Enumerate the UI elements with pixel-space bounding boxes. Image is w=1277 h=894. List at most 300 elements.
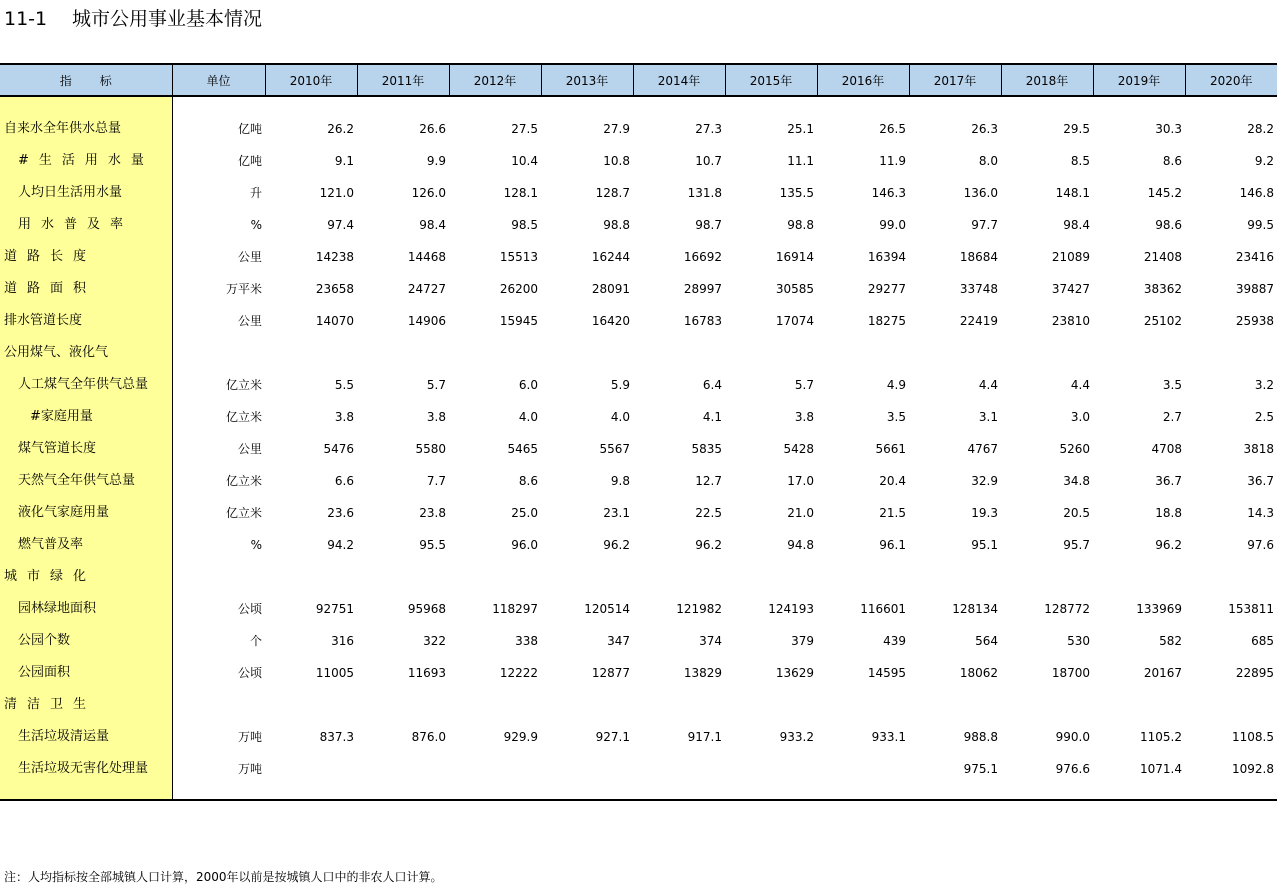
row-value-cell bbox=[633, 337, 725, 369]
row-unit: 亿立米 bbox=[172, 401, 265, 433]
row-value-cell: 26200 bbox=[499, 282, 538, 296]
row-value-cell bbox=[633, 753, 725, 785]
row-value-cell: 14238 bbox=[315, 250, 354, 264]
row-value-cell bbox=[817, 753, 909, 785]
row-value-cell: 36.7 bbox=[1247, 474, 1274, 488]
row-value-cell bbox=[541, 753, 633, 785]
table-row bbox=[0, 497, 1277, 529]
row-value-cell: 18684 bbox=[959, 250, 998, 264]
table-row bbox=[0, 145, 1277, 177]
table-row bbox=[0, 113, 1277, 145]
row-value-cell: 153811 bbox=[1228, 602, 1274, 616]
row-value-cell: 96.1 bbox=[879, 538, 906, 552]
table-row bbox=[0, 433, 1277, 465]
row-value-cell: 4.0 bbox=[610, 410, 630, 424]
row-value-cell: 95.5 bbox=[419, 538, 446, 552]
row-value-cell: 22.5 bbox=[695, 506, 722, 520]
row-value-cell: 16692 bbox=[683, 250, 722, 264]
table-row bbox=[0, 369, 1277, 401]
row-value-cell bbox=[633, 561, 725, 593]
row-value-cell: 25938 bbox=[1235, 314, 1274, 328]
row-indicator-label: 城市绿化 bbox=[0, 561, 172, 593]
row-value-cell bbox=[357, 337, 449, 369]
row-value-cell: 128772 bbox=[1044, 602, 1090, 616]
row-value-cell: 10.8 bbox=[603, 154, 630, 168]
row-value-cell: 988.8 bbox=[963, 730, 998, 744]
row-value-cell: 99.5 bbox=[1247, 218, 1274, 232]
header-indicator: 指标 bbox=[0, 64, 172, 96]
table-code: 11-1 bbox=[4, 8, 48, 30]
row-unit: 万吨 bbox=[172, 721, 265, 753]
table-row bbox=[0, 657, 1277, 689]
row-value-cell: 118297 bbox=[492, 602, 538, 616]
row-indicator-label: 排水管道长度 bbox=[0, 305, 172, 337]
row-value-cell: 4.0 bbox=[518, 410, 538, 424]
row-value-cell bbox=[357, 689, 449, 721]
row-value-cell: 2.5 bbox=[1254, 410, 1274, 424]
row-indicator-label: 公园面积 bbox=[0, 657, 172, 689]
row-value-cell: 3.8 bbox=[794, 410, 814, 424]
table-row bbox=[0, 561, 1277, 593]
row-value-cell: 98.6 bbox=[1155, 218, 1182, 232]
row-value-cell bbox=[1185, 561, 1277, 593]
row-value-cell: 338 bbox=[515, 634, 538, 648]
row-value-cell: 5.7 bbox=[794, 378, 814, 392]
row-indicator-label: 生活垃圾清运量 bbox=[0, 721, 172, 753]
row-value-cell: 3.8 bbox=[334, 410, 354, 424]
row-value-cell: 13629 bbox=[775, 666, 814, 680]
row-value-cell: 26.3 bbox=[971, 122, 998, 136]
row-indicator-label: #生活用水量 bbox=[0, 145, 172, 177]
row-value-cell: 146.8 bbox=[1239, 186, 1274, 200]
row-value-cell: 95.7 bbox=[1063, 538, 1090, 552]
row-value-cell bbox=[725, 561, 817, 593]
row-value-cell: 121982 bbox=[676, 602, 722, 616]
row-value-cell: 9.8 bbox=[610, 474, 630, 488]
row-value-cell: 6.6 bbox=[334, 474, 354, 488]
row-value-cell: 20.5 bbox=[1063, 506, 1090, 520]
row-value-cell: 6.0 bbox=[518, 378, 538, 392]
row-value-cell: 94.2 bbox=[327, 538, 354, 552]
row-value-cell: 98.8 bbox=[603, 218, 630, 232]
row-value-cell: 4.1 bbox=[702, 410, 722, 424]
row-value-cell: 17074 bbox=[775, 314, 814, 328]
row-value-cell: 1108.5 bbox=[1232, 730, 1274, 744]
row-value-cell bbox=[541, 561, 633, 593]
row-value-cell: 4.4 bbox=[1070, 378, 1090, 392]
row-value-cell: 21089 bbox=[1051, 250, 1090, 264]
row-value-cell: 837.3 bbox=[319, 730, 354, 744]
row-value-cell: 21.5 bbox=[879, 506, 906, 520]
header-year: 2020年 bbox=[1185, 64, 1277, 96]
row-indicator-label: 液化气家庭用量 bbox=[0, 497, 172, 529]
row-value-cell: 3.0 bbox=[1070, 410, 1090, 424]
row-value-cell: 439 bbox=[883, 634, 906, 648]
row-value-cell: 28.2 bbox=[1247, 122, 1274, 136]
header-year: 2016年 bbox=[817, 64, 909, 96]
header-year: 2017年 bbox=[909, 64, 1001, 96]
row-value-cell bbox=[265, 337, 357, 369]
table-row bbox=[0, 721, 1277, 753]
row-value-cell bbox=[265, 689, 357, 721]
row-value-cell: 23.1 bbox=[603, 506, 630, 520]
row-value-cell: 876.0 bbox=[411, 730, 446, 744]
row-unit: 亿立米 bbox=[172, 497, 265, 529]
row-value-cell: 13829 bbox=[683, 666, 722, 680]
row-value-cell: 25.1 bbox=[787, 122, 814, 136]
row-value-cell: 14595 bbox=[867, 666, 906, 680]
table-row bbox=[0, 305, 1277, 337]
table-body bbox=[0, 96, 1277, 800]
row-value-cell: 17.0 bbox=[787, 474, 814, 488]
row-value-cell: 121.0 bbox=[319, 186, 354, 200]
row-unit: 公顷 bbox=[172, 593, 265, 625]
row-value-cell: 12877 bbox=[591, 666, 630, 680]
row-value-cell: 11.9 bbox=[879, 154, 906, 168]
row-indicator-label: 园林绿地面积 bbox=[0, 593, 172, 625]
row-value-cell: 20.4 bbox=[879, 474, 906, 488]
data-table bbox=[0, 63, 1277, 801]
table-title: 城市公用事业基本情况 bbox=[72, 8, 263, 30]
row-unit: 万平米 bbox=[172, 273, 265, 305]
row-value-cell: 23.8 bbox=[419, 506, 446, 520]
row-value-cell: 3.2 bbox=[1254, 378, 1274, 392]
table-row bbox=[0, 177, 1277, 209]
row-value-cell: 97.4 bbox=[327, 218, 354, 232]
row-value-cell: 22419 bbox=[959, 314, 998, 328]
row-value-cell: 98.7 bbox=[695, 218, 722, 232]
row-value-cell: 30.3 bbox=[1155, 122, 1182, 136]
row-value-cell: 976.6 bbox=[1055, 762, 1090, 776]
row-value-cell: 347 bbox=[607, 634, 630, 648]
row-value-cell bbox=[1093, 337, 1185, 369]
row-unit: % bbox=[172, 209, 265, 241]
row-value-cell: 8.6 bbox=[1162, 154, 1182, 168]
row-value-cell: 3818 bbox=[1243, 442, 1274, 456]
row-value-cell bbox=[909, 561, 1001, 593]
row-value-cell: 933.1 bbox=[871, 730, 906, 744]
table-row bbox=[0, 209, 1277, 241]
row-value-cell: 20167 bbox=[1143, 666, 1182, 680]
row-value-cell: 27.9 bbox=[603, 122, 630, 136]
row-unit: 亿立米 bbox=[172, 465, 265, 497]
row-value-cell bbox=[1001, 561, 1093, 593]
row-value-cell bbox=[817, 337, 909, 369]
row-indicator-label: 用水普及率 bbox=[0, 209, 172, 241]
row-value-cell: 99.0 bbox=[879, 218, 906, 232]
row-value-cell: 11005 bbox=[315, 666, 354, 680]
header-year: 2015年 bbox=[725, 64, 817, 96]
row-value-cell bbox=[357, 561, 449, 593]
row-value-cell: 116601 bbox=[860, 602, 906, 616]
table-row bbox=[0, 529, 1277, 561]
row-value-cell: 30585 bbox=[775, 282, 814, 296]
row-value-cell: 15513 bbox=[499, 250, 538, 264]
row-value-cell: 25102 bbox=[1143, 314, 1182, 328]
row-unit: 万吨 bbox=[172, 753, 265, 785]
row-value-cell bbox=[265, 753, 357, 785]
row-value-cell: 1092.8 bbox=[1232, 762, 1274, 776]
row-indicator-label: 煤气管道长度 bbox=[0, 433, 172, 465]
row-value-cell: 26.2 bbox=[327, 122, 354, 136]
row-value-cell: 21.0 bbox=[787, 506, 814, 520]
row-value-cell: 128134 bbox=[952, 602, 998, 616]
row-value-cell: 5476 bbox=[323, 442, 354, 456]
row-value-cell: 39887 bbox=[1235, 282, 1274, 296]
row-indicator-label: 道路面积 bbox=[0, 273, 172, 305]
row-value-cell: 36.7 bbox=[1155, 474, 1182, 488]
row-value-cell: 16244 bbox=[591, 250, 630, 264]
row-value-cell: 96.0 bbox=[511, 538, 538, 552]
row-value-cell: 136.0 bbox=[963, 186, 998, 200]
row-value-cell bbox=[449, 561, 541, 593]
row-unit: 公里 bbox=[172, 305, 265, 337]
row-value-cell: 4.9 bbox=[886, 378, 906, 392]
row-value-cell: 929.9 bbox=[503, 730, 538, 744]
header-year: 2014年 bbox=[633, 64, 725, 96]
row-value-cell: 2.7 bbox=[1162, 410, 1182, 424]
row-value-cell: 3.8 bbox=[426, 410, 446, 424]
row-value-cell bbox=[265, 561, 357, 593]
row-value-cell: 22895 bbox=[1235, 666, 1274, 680]
row-value-cell: 11.1 bbox=[787, 154, 814, 168]
row-value-cell: 16914 bbox=[775, 250, 814, 264]
row-value-cell: 4767 bbox=[967, 442, 998, 456]
row-indicator-label: 天然气全年供气总量 bbox=[0, 465, 172, 497]
row-value-cell: 28091 bbox=[591, 282, 630, 296]
row-value-cell: 23658 bbox=[315, 282, 354, 296]
row-value-cell: 18700 bbox=[1051, 666, 1090, 680]
row-indicator-label: 人均日生活用水量 bbox=[0, 177, 172, 209]
row-value-cell: 16420 bbox=[591, 314, 630, 328]
row-value-cell: 10.7 bbox=[695, 154, 722, 168]
row-value-cell: 4708 bbox=[1151, 442, 1182, 456]
row-value-cell: 4.4 bbox=[978, 378, 998, 392]
page-title bbox=[4, 6, 262, 32]
row-value-cell: 3.5 bbox=[1162, 378, 1182, 392]
row-value-cell: 8.0 bbox=[978, 154, 998, 168]
table-row bbox=[0, 401, 1277, 433]
row-value-cell: 23.6 bbox=[327, 506, 354, 520]
row-value-cell: 685 bbox=[1251, 634, 1274, 648]
row-value-cell: 18275 bbox=[867, 314, 906, 328]
row-value-cell: 98.5 bbox=[511, 218, 538, 232]
row-value-cell: 97.7 bbox=[971, 218, 998, 232]
row-value-cell: 975.1 bbox=[963, 762, 998, 776]
row-value-cell: 34.8 bbox=[1063, 474, 1090, 488]
table-row bbox=[0, 593, 1277, 625]
data-table-container bbox=[0, 63, 1277, 801]
header-year: 2019年 bbox=[1093, 64, 1185, 96]
table-row bbox=[0, 273, 1277, 305]
header-year: 2011年 bbox=[357, 64, 449, 96]
row-value-cell bbox=[1001, 689, 1093, 721]
row-value-cell: 12.7 bbox=[695, 474, 722, 488]
row-value-cell: 12222 bbox=[499, 666, 538, 680]
row-unit: 公里 bbox=[172, 241, 265, 273]
row-unit bbox=[172, 561, 265, 593]
row-value-cell: 23810 bbox=[1051, 314, 1090, 328]
row-value-cell: 5835 bbox=[691, 442, 722, 456]
row-unit: 亿吨 bbox=[172, 113, 265, 145]
row-value-cell: 582 bbox=[1159, 634, 1182, 648]
row-unit: 亿吨 bbox=[172, 145, 265, 177]
row-value-cell: 96.2 bbox=[603, 538, 630, 552]
row-indicator-label: 生活垃圾无害化处理量 bbox=[0, 753, 172, 785]
row-value-cell: 37427 bbox=[1051, 282, 1090, 296]
row-value-cell: 5661 bbox=[875, 442, 906, 456]
row-value-cell: 128.1 bbox=[503, 186, 538, 200]
row-value-cell: 28997 bbox=[683, 282, 722, 296]
row-value-cell: 5.5 bbox=[334, 378, 354, 392]
row-value-cell bbox=[725, 337, 817, 369]
row-value-cell: 29277 bbox=[867, 282, 906, 296]
table-row bbox=[0, 625, 1277, 657]
row-value-cell: 38362 bbox=[1143, 282, 1182, 296]
row-value-cell: 146.3 bbox=[871, 186, 906, 200]
row-value-cell: 11693 bbox=[407, 666, 446, 680]
row-value-cell: 9.9 bbox=[426, 154, 446, 168]
row-value-cell bbox=[357, 753, 449, 785]
table-row bbox=[0, 689, 1277, 721]
row-value-cell: 1071.4 bbox=[1140, 762, 1182, 776]
row-value-cell: 98.4 bbox=[1063, 218, 1090, 232]
row-value-cell: 14070 bbox=[315, 314, 354, 328]
row-indicator-label: 燃气普及率 bbox=[0, 529, 172, 561]
row-value-cell bbox=[1093, 689, 1185, 721]
spacer-row bbox=[0, 96, 1277, 113]
row-value-cell bbox=[541, 689, 633, 721]
row-value-cell: 927.1 bbox=[595, 730, 630, 744]
row-value-cell: 8.6 bbox=[518, 474, 538, 488]
row-value-cell: 27.3 bbox=[695, 122, 722, 136]
row-value-cell: 29.5 bbox=[1063, 122, 1090, 136]
header-unit: 单位 bbox=[172, 64, 265, 96]
row-value-cell: 33748 bbox=[959, 282, 998, 296]
row-value-cell: 9.1 bbox=[334, 154, 354, 168]
row-value-cell: 18062 bbox=[959, 666, 998, 680]
row-value-cell: 18.8 bbox=[1155, 506, 1182, 520]
row-value-cell: 23416 bbox=[1235, 250, 1274, 264]
row-value-cell: 26.6 bbox=[419, 122, 446, 136]
row-value-cell: 133969 bbox=[1136, 602, 1182, 616]
row-indicator-label: 公用煤气、液化气 bbox=[0, 337, 172, 369]
row-value-cell: 128.7 bbox=[595, 186, 630, 200]
row-value-cell: 1105.2 bbox=[1140, 730, 1182, 744]
row-unit: 亿立米 bbox=[172, 369, 265, 401]
row-value-cell bbox=[817, 561, 909, 593]
spacer-row bbox=[0, 785, 1277, 800]
row-value-cell bbox=[909, 337, 1001, 369]
row-value-cell: 14906 bbox=[407, 314, 446, 328]
row-value-cell: 19.3 bbox=[971, 506, 998, 520]
row-value-cell: 3.5 bbox=[886, 410, 906, 424]
row-value-cell bbox=[449, 689, 541, 721]
row-value-cell: 14.3 bbox=[1247, 506, 1274, 520]
header-year: 2013年 bbox=[541, 64, 633, 96]
row-value-cell: 148.1 bbox=[1055, 186, 1090, 200]
row-indicator-label: 人工煤气全年供气总量 bbox=[0, 369, 172, 401]
row-value-cell: 135.5 bbox=[779, 186, 814, 200]
row-value-cell: 564 bbox=[975, 634, 998, 648]
row-value-cell bbox=[1093, 561, 1185, 593]
row-value-cell: 6.4 bbox=[702, 378, 722, 392]
row-value-cell: 5260 bbox=[1059, 442, 1090, 456]
row-value-cell: 7.7 bbox=[426, 474, 446, 488]
row-value-cell: 9.2 bbox=[1254, 154, 1274, 168]
row-value-cell: 5567 bbox=[599, 442, 630, 456]
row-value-cell bbox=[725, 753, 817, 785]
row-value-cell: 16783 bbox=[683, 314, 722, 328]
row-value-cell: 98.4 bbox=[419, 218, 446, 232]
row-value-cell: 96.2 bbox=[1155, 538, 1182, 552]
table-row bbox=[0, 241, 1277, 273]
row-value-cell: 530 bbox=[1067, 634, 1090, 648]
row-value-cell: 990.0 bbox=[1055, 730, 1090, 744]
footnote: 注：人均指标按全部城镇人口计算，2000年以前是按城镇人口中的非农人口计算。 bbox=[4, 870, 443, 884]
table-row bbox=[0, 337, 1277, 369]
row-value-cell: 92751 bbox=[315, 602, 354, 616]
row-unit: 升 bbox=[172, 177, 265, 209]
header-year: 2018年 bbox=[1001, 64, 1093, 96]
row-value-cell: 25.0 bbox=[511, 506, 538, 520]
row-value-cell: 14468 bbox=[407, 250, 446, 264]
row-unit: 公里 bbox=[172, 433, 265, 465]
row-value-cell: 94.8 bbox=[787, 538, 814, 552]
row-value-cell bbox=[909, 689, 1001, 721]
row-value-cell: 8.5 bbox=[1070, 154, 1090, 168]
header-year: 2012年 bbox=[449, 64, 541, 96]
row-value-cell: 145.2 bbox=[1147, 186, 1182, 200]
row-value-cell: 96.2 bbox=[695, 538, 722, 552]
row-value-cell: 379 bbox=[791, 634, 814, 648]
row-value-cell bbox=[817, 689, 909, 721]
row-indicator-label: #家庭用量 bbox=[0, 401, 172, 433]
row-value-cell: 933.2 bbox=[779, 730, 814, 744]
table-row bbox=[0, 753, 1277, 785]
row-unit bbox=[172, 689, 265, 721]
row-indicator-label: 清洁卫生 bbox=[0, 689, 172, 721]
row-value-cell: 26.5 bbox=[879, 122, 906, 136]
row-value-cell: 3.1 bbox=[978, 410, 998, 424]
row-value-cell bbox=[449, 337, 541, 369]
row-unit: 公顷 bbox=[172, 657, 265, 689]
row-value-cell: 32.9 bbox=[971, 474, 998, 488]
row-value-cell: 27.5 bbox=[511, 122, 538, 136]
row-value-cell: 5.9 bbox=[610, 378, 630, 392]
row-value-cell: 322 bbox=[423, 634, 446, 648]
row-value-cell: 124193 bbox=[768, 602, 814, 616]
header-row bbox=[0, 64, 1277, 96]
row-value-cell: 95.1 bbox=[971, 538, 998, 552]
row-value-cell: 5580 bbox=[415, 442, 446, 456]
row-unit: % bbox=[172, 529, 265, 561]
row-value-cell bbox=[1185, 689, 1277, 721]
row-value-cell: 10.4 bbox=[511, 154, 538, 168]
row-value-cell: 97.6 bbox=[1247, 538, 1274, 552]
row-indicator-label: 道路长度 bbox=[0, 241, 172, 273]
row-value-cell: 131.8 bbox=[687, 186, 722, 200]
row-value-cell: 120514 bbox=[584, 602, 630, 616]
row-value-cell: 5.7 bbox=[426, 378, 446, 392]
header-year: 2010年 bbox=[265, 64, 357, 96]
row-value-cell bbox=[1185, 337, 1277, 369]
row-value-cell: 374 bbox=[699, 634, 722, 648]
row-value-cell bbox=[725, 689, 817, 721]
row-unit: 个 bbox=[172, 625, 265, 657]
row-value-cell: 917.1 bbox=[687, 730, 722, 744]
row-value-cell: 95968 bbox=[407, 602, 446, 616]
